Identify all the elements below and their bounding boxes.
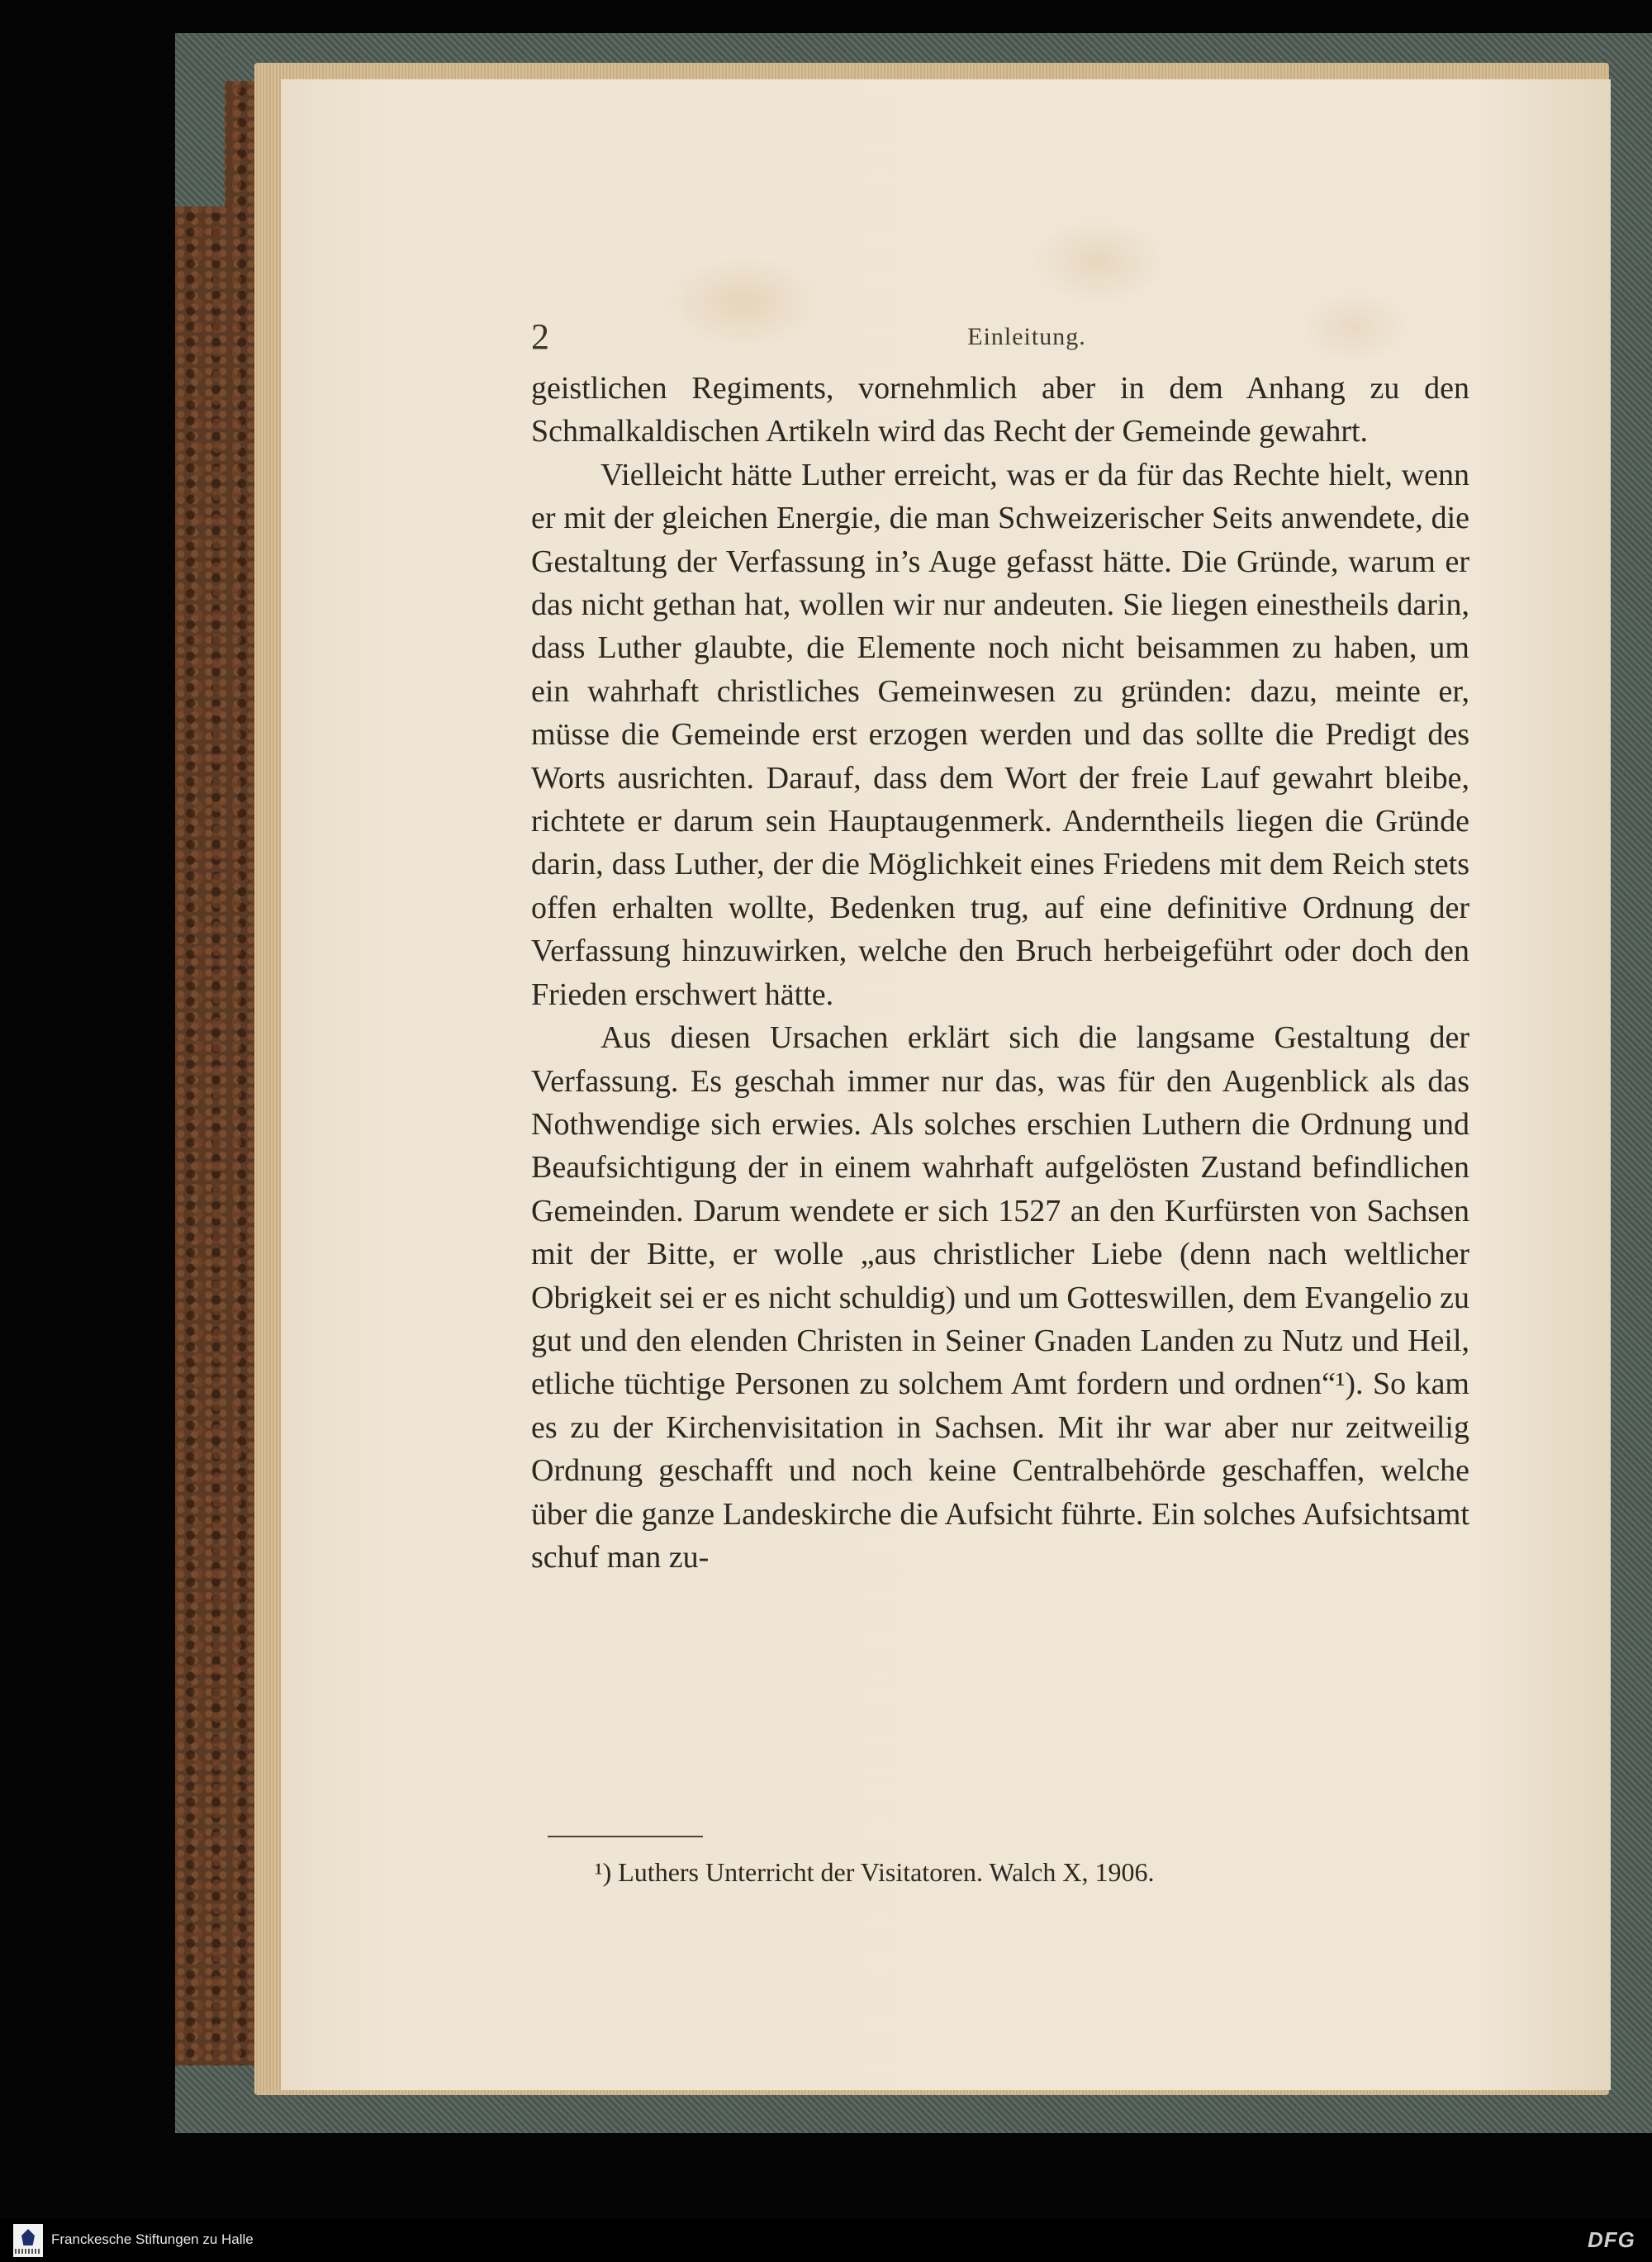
cloth-binding-right xyxy=(1604,33,1652,2133)
paragraph-3: Aus diesen Ursachen erklärt sich die langsame Gestaltung der Verfassung. Es geschah immer nur das, was für den Augenblick als das Nothwendige sich erwies. Als solches erschien Luthern die Ordnung und Beaufsichtigung der in einem wahrhaft aufgelösten Zustand befindlichen Gemeinden. Darum wendete er sich 1527 an den Kurfürsten von Sachsen mit der Bitte, er wolle „aus christlicher Liebe (denn nach weltlicher Obrigkeit sei er es nicht schuldig) und um Gotteswillen, dem Evangelio zu gut und den elenden Christen in Seiner Gnaden Landen zu Nutz und Heil, etliche tüchtige Personen zu solchem Amt fordern und ordnen“¹). So kam es zu der Kirchenvisitation in Sachsen. Mit ihr war aber nur zeitweilig Ordnung geschafft und noch keine Centralbehörde geschaffen, welche über die ganze Landeskirche die Aufsicht führte. Ein solches Aufsichtsamt schuf man zu- xyxy=(531,1020,1469,1575)
running-head: Einleitung. xyxy=(967,323,1086,350)
footnote-rule xyxy=(548,1836,703,1837)
page-number: 2 xyxy=(531,316,549,357)
paragraph-2: Vielleicht hätte Luther erreicht, was er da für das Rechte hielt, wenn er mit der gleichen Energie, die man Schweizerischer Seits anwendete, die Gestaltung der Verfassung in’s Auge gefasst hätte. Die Gründe, warum er das nicht gethan hat, wollen wir nur andeuten. Sie liegen einestheils darin, dass Luther glaubte, die Elemente noch nicht beisammen zu haben, um ein wahrhaft christliches Gemeinwesen zu gründen: dazu, meinte er, müsse die Gemeinde erst erzogen werden und das sollte die Predigt des Worts ausrichten. Darauf, dass dem Wort der freie Lauf gewahrt bleibe, richtete er darum sein Hauptaugenmerk. Anderntheils liegen die Gründe darin, dass Luther, der die Möglichkeit eines Friedens mit dem Reich stets offen erhalten wollte, Bedenken trug, auf eine definitive Ordnung der Verfassung hinzuwirken, welche den Bruch herbeigeführt oder doch den Frieden erschwert hätte. xyxy=(531,457,1469,1012)
paragraph-1: geistlichen Regiments, vornehmlich aber in dem Anhang zu den Schmalkaldischen Artikeln wird das Recht der Gemeinde gewahrt. xyxy=(531,371,1469,449)
francke-foundation-logo-icon xyxy=(13,2224,43,2257)
footer-institution-label: Franckesche Stiftungen zu Halle xyxy=(51,2231,254,2247)
body-text xyxy=(531,367,1469,1579)
book-page xyxy=(281,79,1611,2090)
cloth-binding-left xyxy=(175,33,225,207)
page-header xyxy=(531,312,1522,362)
dfg-logo: DFG xyxy=(1588,2227,1635,2252)
footnote: ¹) Luthers Unterricht der Visitatoren. Walch X, 1906. xyxy=(595,1857,1155,1887)
